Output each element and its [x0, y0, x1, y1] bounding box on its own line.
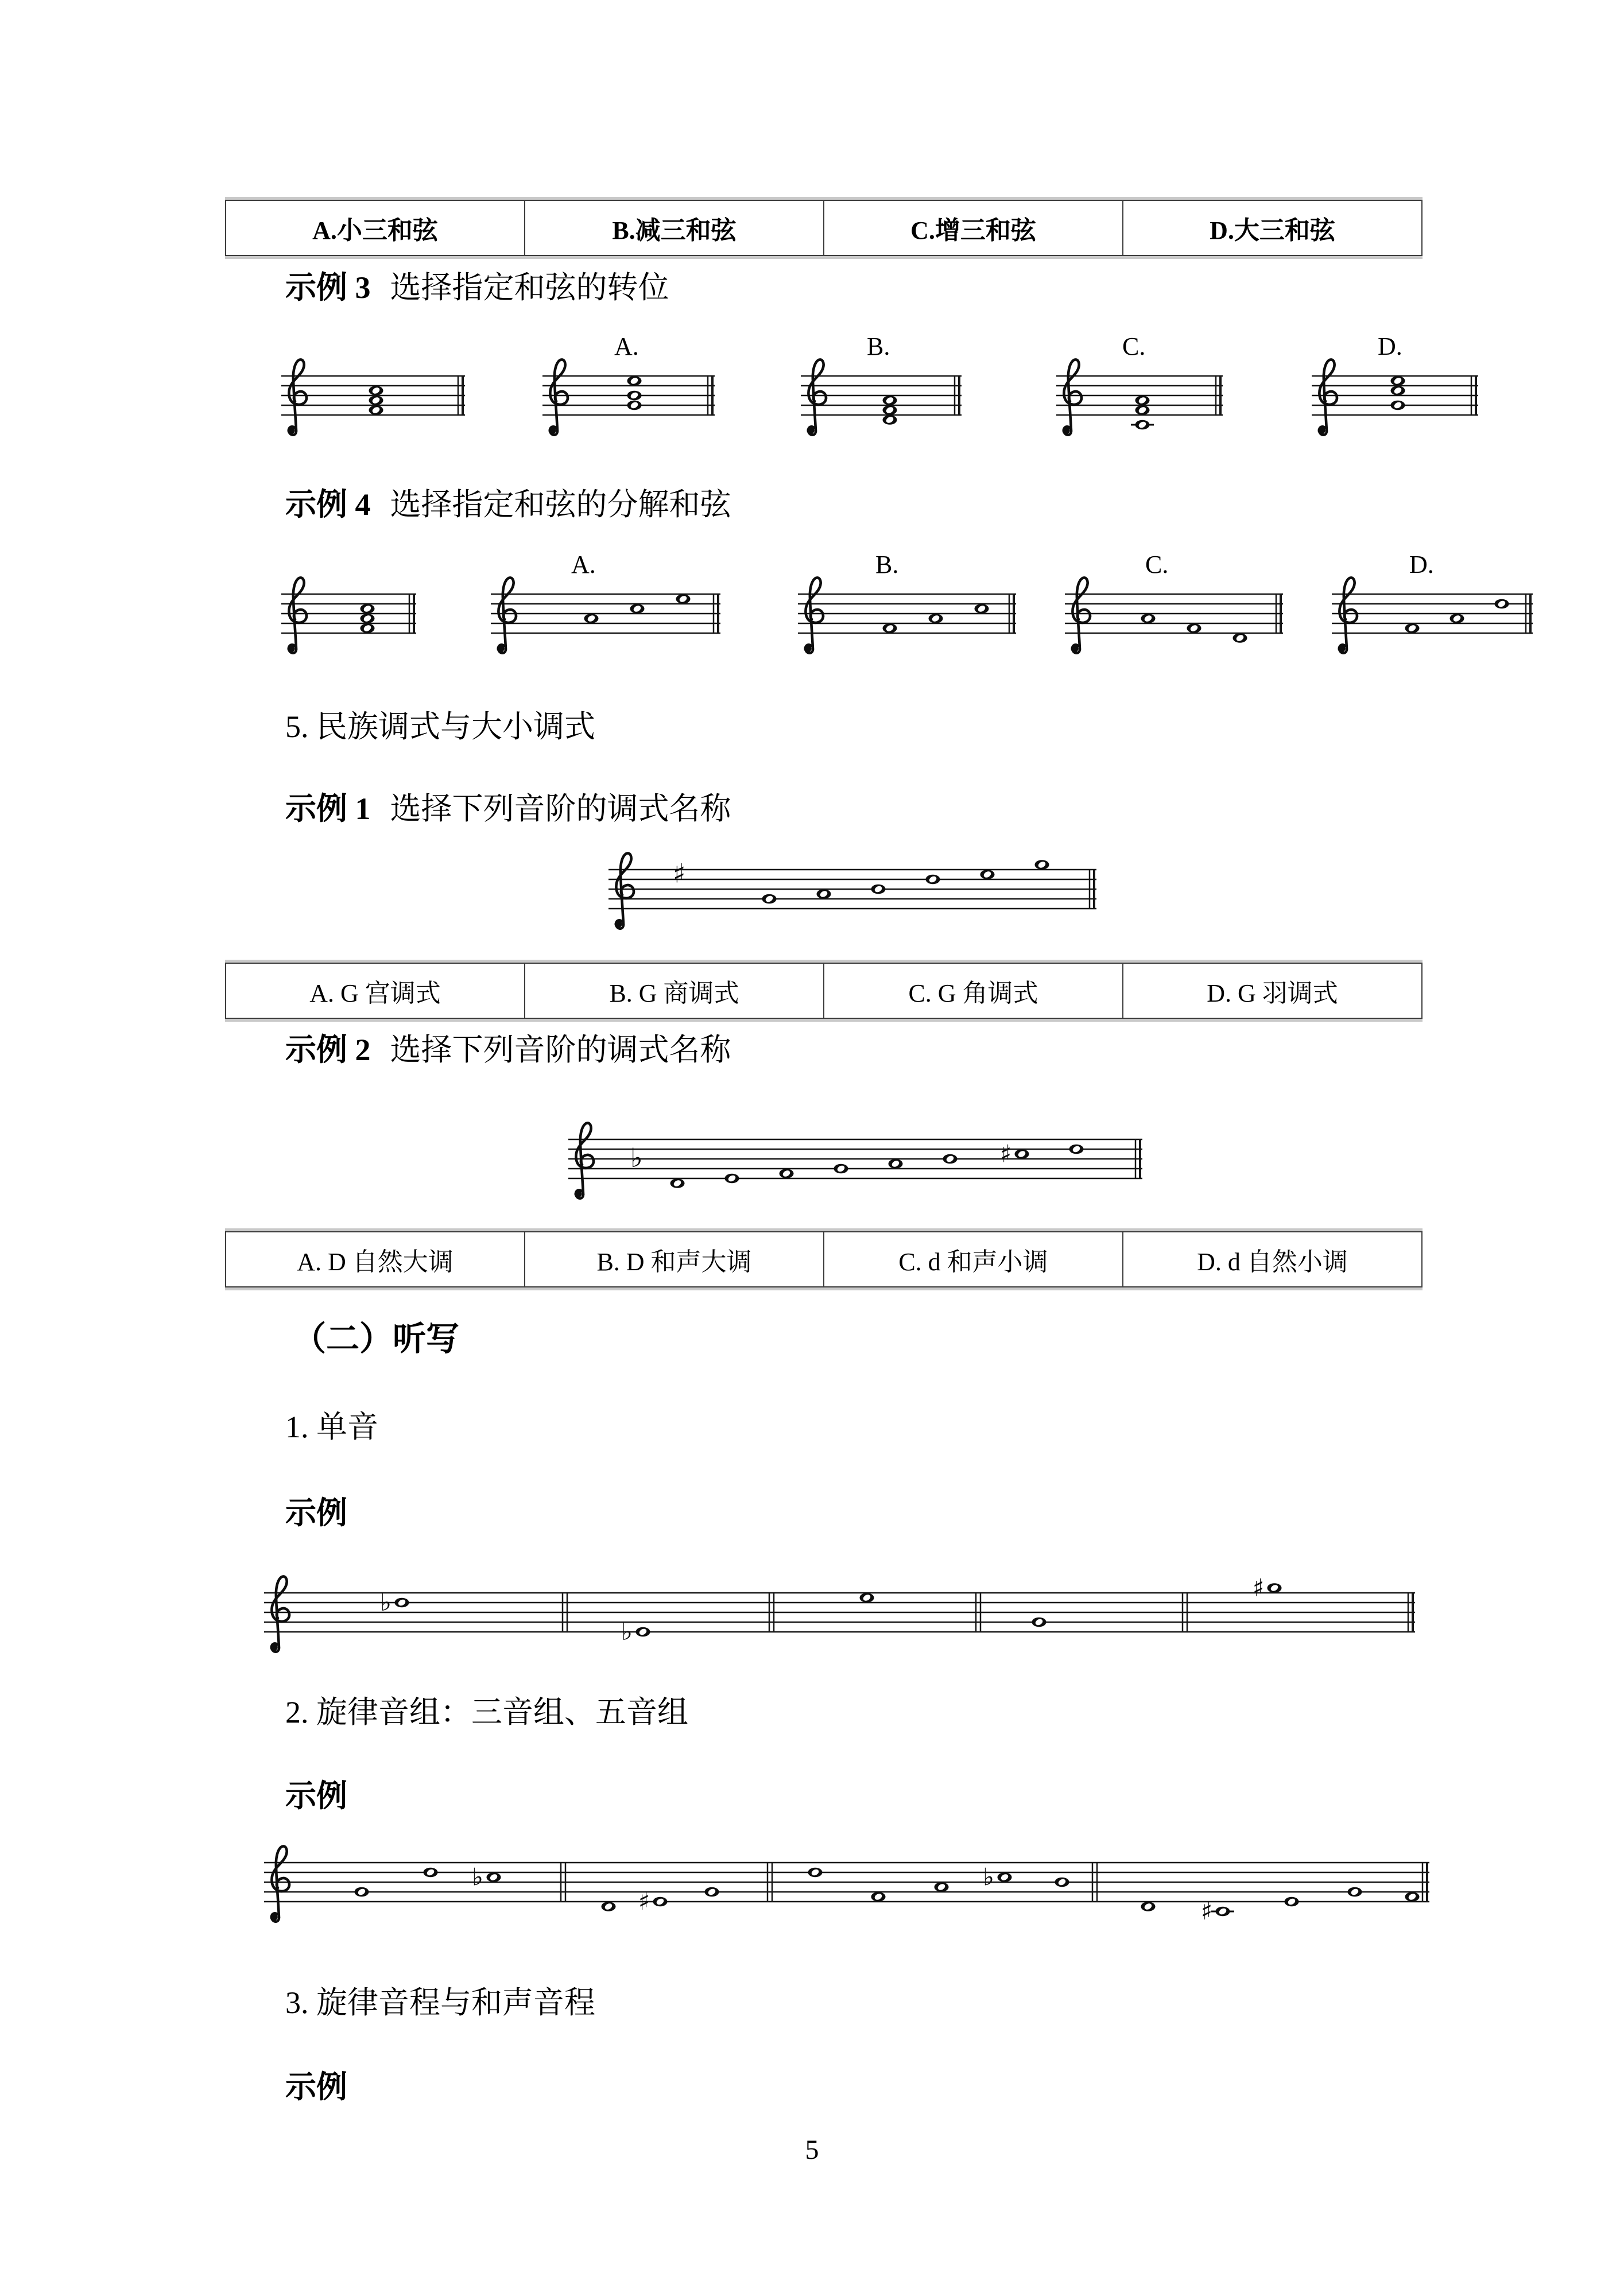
example1-heading	[285, 791, 731, 827]
whole-note	[1141, 1902, 1156, 1911]
whole-note	[369, 395, 383, 405]
staff-option-label-ex4-option-b: B.	[875, 550, 899, 579]
whole-note	[975, 604, 989, 614]
option-cell-d: D. d 自然小调	[1122, 1232, 1421, 1286]
example4-heading	[285, 487, 731, 522]
table-row	[225, 200, 1423, 256]
page-number: 5	[805, 2135, 819, 2165]
whole-note	[487, 1872, 501, 1882]
svg-text:♯: ♯	[1253, 1573, 1265, 1602]
whole-note	[1032, 1618, 1047, 1627]
example1-label: 示例 1	[285, 792, 371, 826]
whole-note	[1233, 633, 1247, 643]
example3-heading	[285, 270, 669, 305]
option-cell-b: B.减三和弦	[524, 201, 823, 255]
whole-note	[627, 401, 642, 410]
whole-note	[889, 1159, 903, 1169]
demo1-heading	[285, 1495, 347, 1531]
whole-note	[1135, 395, 1150, 405]
whole-note	[705, 1887, 719, 1897]
whole-note	[883, 395, 897, 405]
demo2-heading	[285, 1778, 347, 1814]
demo3-text: 示例	[285, 2070, 347, 2104]
example4-text: 选择指定和弦的分解和弦	[390, 487, 731, 522]
whole-note	[1450, 614, 1464, 623]
svg-text:♯: ♯	[638, 1887, 650, 1915]
example1-text: 选择下列音阶的调式名称	[390, 792, 731, 826]
whole-note	[636, 1627, 650, 1637]
option-cell-c: C. G 角调式	[823, 964, 1122, 1018]
whole-note	[935, 1882, 949, 1892]
whole-note	[1015, 1149, 1029, 1159]
staff-melody-groups	[264, 1817, 1433, 1972]
whole-note	[1391, 386, 1405, 395]
whole-note	[808, 1868, 823, 1878]
whole-note	[943, 1154, 958, 1164]
svg-text:♯: ♯	[1201, 1897, 1213, 1925]
whole-note	[1135, 420, 1150, 430]
staff-ex4-option-b	[798, 548, 1020, 703]
example3-label: 示例 3	[285, 270, 371, 305]
item1-text: 1. 单音	[285, 1410, 378, 1444]
staff-option-label-ex3-option-c: C.	[1122, 332, 1146, 360]
example2-label: 示例 2	[285, 1033, 371, 1067]
whole-note	[1391, 401, 1405, 410]
whole-note	[926, 875, 940, 885]
chord-options-table	[225, 197, 1423, 259]
staff-ex4-question	[281, 548, 420, 703]
whole-note	[1348, 1887, 1362, 1897]
svg-text:♭: ♭	[621, 1618, 633, 1646]
staff-option-label-ex3-option-a: A.	[614, 332, 639, 360]
whole-note	[1391, 376, 1405, 386]
option-cell-a: A.小三和弦	[312, 216, 438, 245]
whole-note	[998, 1872, 1012, 1882]
whole-note	[1141, 614, 1156, 623]
whole-note	[676, 594, 691, 604]
dictation-section-heading	[293, 1320, 459, 1359]
whole-note	[1187, 623, 1201, 633]
whole-note	[361, 614, 375, 623]
whole-note	[1405, 1892, 1420, 1902]
staff-ex4-option-c	[1065, 548, 1286, 703]
staff-option-label-ex4-option-c: C.	[1145, 550, 1169, 579]
item2-text: 2. 旋律音组：三音组、五音组	[285, 1695, 688, 1729]
svg-text:♭: ♭	[630, 1142, 643, 1173]
whole-note	[424, 1868, 438, 1878]
whole-note	[1216, 1907, 1230, 1917]
staff-ex2-scale	[568, 1093, 1146, 1248]
whole-note	[871, 1892, 886, 1902]
whole-note	[883, 415, 897, 425]
item1-heading	[285, 1409, 378, 1445]
whole-note	[871, 885, 886, 894]
svg-text:♯: ♯	[1000, 1139, 1012, 1168]
option-cell-c: C.增三和弦	[823, 201, 1122, 255]
whole-note	[860, 1593, 874, 1603]
whole-note	[1069, 1145, 1084, 1154]
whole-note	[834, 1164, 848, 1174]
whole-note	[653, 1897, 668, 1907]
staff-ex1-scale	[608, 824, 1100, 979]
section5-heading	[285, 709, 595, 744]
whole-note	[361, 623, 375, 633]
whole-note	[630, 604, 645, 614]
option-cell-d: D. G 羽调式	[1122, 964, 1421, 1018]
example4-label: 示例 4	[285, 487, 371, 522]
example2-heading	[285, 1032, 731, 1068]
svg-text:♭: ♭	[380, 1588, 392, 1616]
demo1-text: 示例	[285, 1496, 347, 1530]
item3-text: 3. 旋律音程与和声音程	[285, 1985, 595, 2020]
staff-single-notes	[264, 1547, 1418, 1702]
staff-ex4-option-d	[1332, 548, 1536, 703]
staff-ex3-question	[281, 330, 468, 485]
whole-note	[369, 386, 383, 395]
whole-note	[817, 889, 831, 899]
item3-heading	[285, 1985, 595, 2020]
svg-text:♯: ♯	[673, 858, 686, 889]
whole-note	[355, 1887, 369, 1897]
whole-note	[369, 405, 383, 415]
option-cell-b: B. D 和声大调	[524, 1232, 823, 1286]
whole-note	[602, 1902, 616, 1911]
whole-note	[1035, 860, 1049, 870]
svg-text:♭: ♭	[472, 1863, 483, 1891]
example2-text: 选择下列音阶的调式名称	[390, 1033, 731, 1067]
whole-note	[1135, 405, 1150, 415]
staff-option-label-ex4-option-a: A.	[571, 550, 596, 579]
whole-note	[395, 1598, 409, 1608]
staff-ex4-option-a	[491, 548, 724, 703]
whole-note	[361, 604, 375, 614]
example3-text: 选择指定和弦的转位	[390, 270, 669, 305]
option-cell-a: A. G 宫调式	[309, 979, 441, 1007]
whole-note	[980, 870, 995, 879]
svg-text:♭: ♭	[983, 1863, 994, 1891]
whole-note	[1285, 1897, 1299, 1907]
dictation-section-text: （二）听写	[293, 1320, 460, 1358]
whole-note	[883, 623, 897, 633]
whole-note	[780, 1169, 794, 1178]
whole-note	[627, 391, 642, 401]
whole-note	[883, 405, 897, 415]
staff-option-label-ex3-option-d: D.	[1378, 332, 1402, 360]
whole-note	[584, 614, 599, 623]
whole-note	[1268, 1583, 1282, 1593]
staff-option-label-ex3-option-b: B.	[867, 332, 890, 360]
option-cell-c: C. d 和声小调	[823, 1232, 1122, 1286]
whole-note	[725, 1174, 739, 1184]
whole-note	[670, 1178, 685, 1188]
option-cell-d: D.大三和弦	[1122, 201, 1421, 255]
demo2-text: 示例	[285, 1779, 347, 1813]
option-cell-b: B. G 商调式	[524, 964, 823, 1018]
option-cell-a: A. D 自然大调	[297, 1248, 454, 1276]
whole-note	[929, 614, 943, 623]
whole-note	[1495, 599, 1509, 609]
staff-option-label-ex4-option-d: D.	[1409, 550, 1434, 579]
section5-text: 5. 民族调式与大小调式	[285, 709, 595, 744]
whole-note	[1055, 1878, 1069, 1887]
whole-note	[1405, 623, 1420, 633]
whole-note	[627, 376, 642, 386]
whole-note	[762, 894, 777, 904]
demo3-heading	[285, 2069, 347, 2105]
